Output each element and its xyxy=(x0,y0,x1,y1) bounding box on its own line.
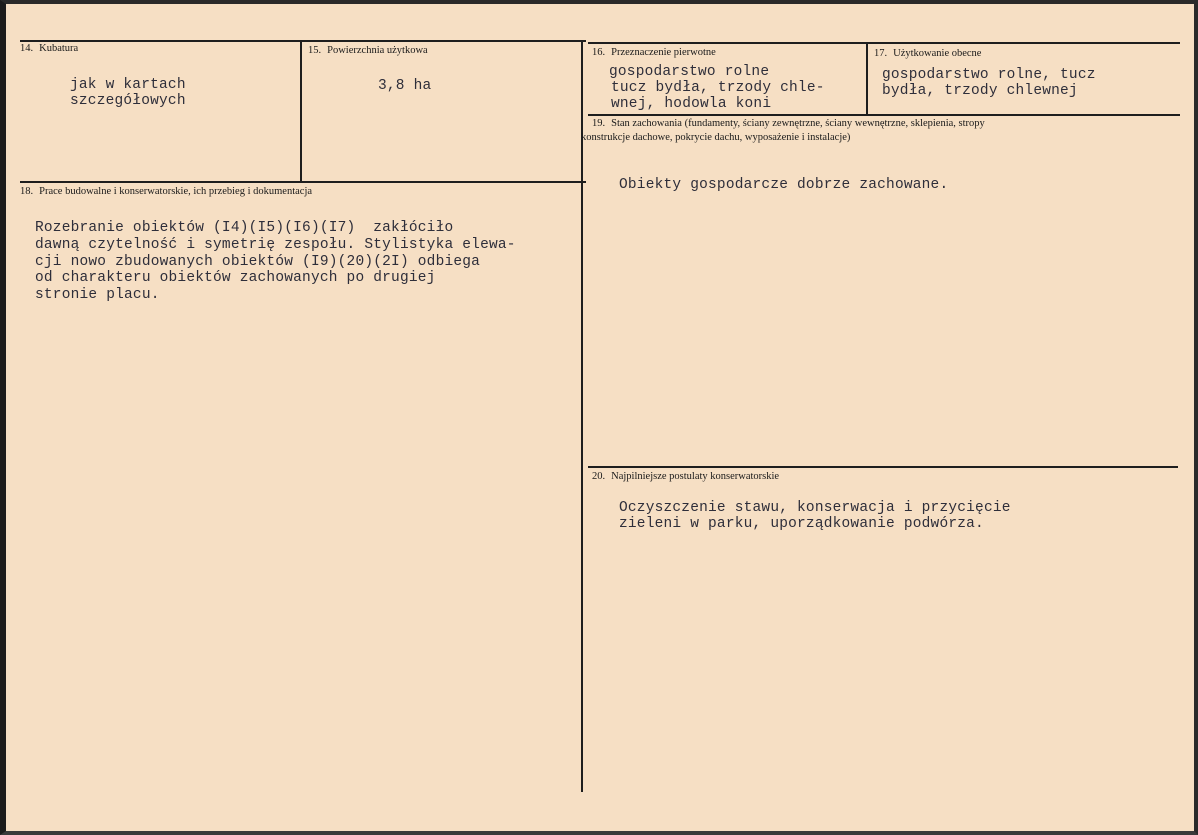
field-18-value-line-5: stronie placu. xyxy=(35,287,160,303)
field-18-number: 18. xyxy=(20,186,34,197)
field-18-label xyxy=(20,185,312,198)
field-17-number: 17. xyxy=(874,48,888,59)
field-18-value-line-3: cji nowo zbudowanych obiektów (I9)(20)(2I) odbiega xyxy=(35,254,481,270)
field-15-value: 3,8 ha xyxy=(378,78,432,94)
field-20-label xyxy=(592,470,779,483)
field-16-value-line-2: tucz bydła, trzody chle- xyxy=(611,80,825,96)
field-15-number: 15. xyxy=(308,45,322,56)
rule-above-18 xyxy=(20,181,586,183)
field-18-value-line-1: Rozebranie obiektów (I4)(I5)(I6)(I7) zakłóciło xyxy=(35,220,454,236)
field-16-number: 16. xyxy=(592,47,606,58)
field-17-value-line-2: bydła, trzody chlewnej xyxy=(882,83,1078,99)
main-divider xyxy=(581,40,583,792)
divider-14-15 xyxy=(300,40,302,182)
field-20-value-line-2: zieleni w parku, uporządkowanie podwórza. xyxy=(619,516,984,532)
field-16-label xyxy=(592,46,716,59)
field-15-title: Powierzchnia użytkowa xyxy=(327,45,428,56)
field-16-value-line-3: wnej, hodowla koni xyxy=(611,96,772,112)
divider-16-17 xyxy=(866,42,868,114)
field-20-title: Najpilniejsze postulaty konserwatorskie xyxy=(611,471,780,482)
field-19-value: Obiekty gospodarcze dobrze zachowane. xyxy=(619,177,949,193)
field-17-title: Użytkowanie obecne xyxy=(893,48,982,59)
rule-above-19 xyxy=(588,114,1180,116)
top-rule-left xyxy=(20,40,586,42)
top-rule-right xyxy=(588,42,1180,44)
field-16-title: Przeznaczenie pierwotne xyxy=(611,47,716,58)
field-18-value-line-4: od charakteru obiektów zachowanych po drugiej xyxy=(35,270,436,286)
field-18-value-line-2: dawną czytelność i symetrię zespołu. Stylistyka elewa- xyxy=(35,237,516,253)
rule-above-20 xyxy=(588,466,1178,468)
field-14-number: 14. xyxy=(20,43,34,54)
field-20-number: 20. xyxy=(592,471,606,482)
field-15-label xyxy=(308,44,428,57)
field-16-value-line-1: gospodarstwo rolne xyxy=(609,64,770,80)
field-19-label-line-2: konstrukcje dachowe, pokrycie dachu, wyposażenie i instalacje) xyxy=(581,132,851,143)
field-14-label xyxy=(20,42,78,55)
field-14-title: Kubatura xyxy=(39,43,79,54)
field-17-label xyxy=(874,47,981,60)
field-19-label xyxy=(592,117,985,130)
field-17-value-line-1: gospodarstwo rolne, tucz xyxy=(882,67,1096,83)
field-19-number: 19. xyxy=(592,118,606,129)
field-14-value-line-1: jak w kartach xyxy=(70,77,186,93)
field-20-value-line-1: Oczyszczenie stawu, konserwacja i przycięcie xyxy=(619,500,1011,516)
field-19-title-line-1: Stan zachowania (fundamenty, ściany zewnętrzne, ściany wewnętrzne, sklepienia, stropy xyxy=(611,118,985,129)
field-14-value-line-2: szczegółowych xyxy=(70,93,186,109)
field-18-title: Prace budowalne i konserwatorskie, ich przebieg i dokumentacja xyxy=(39,186,313,197)
